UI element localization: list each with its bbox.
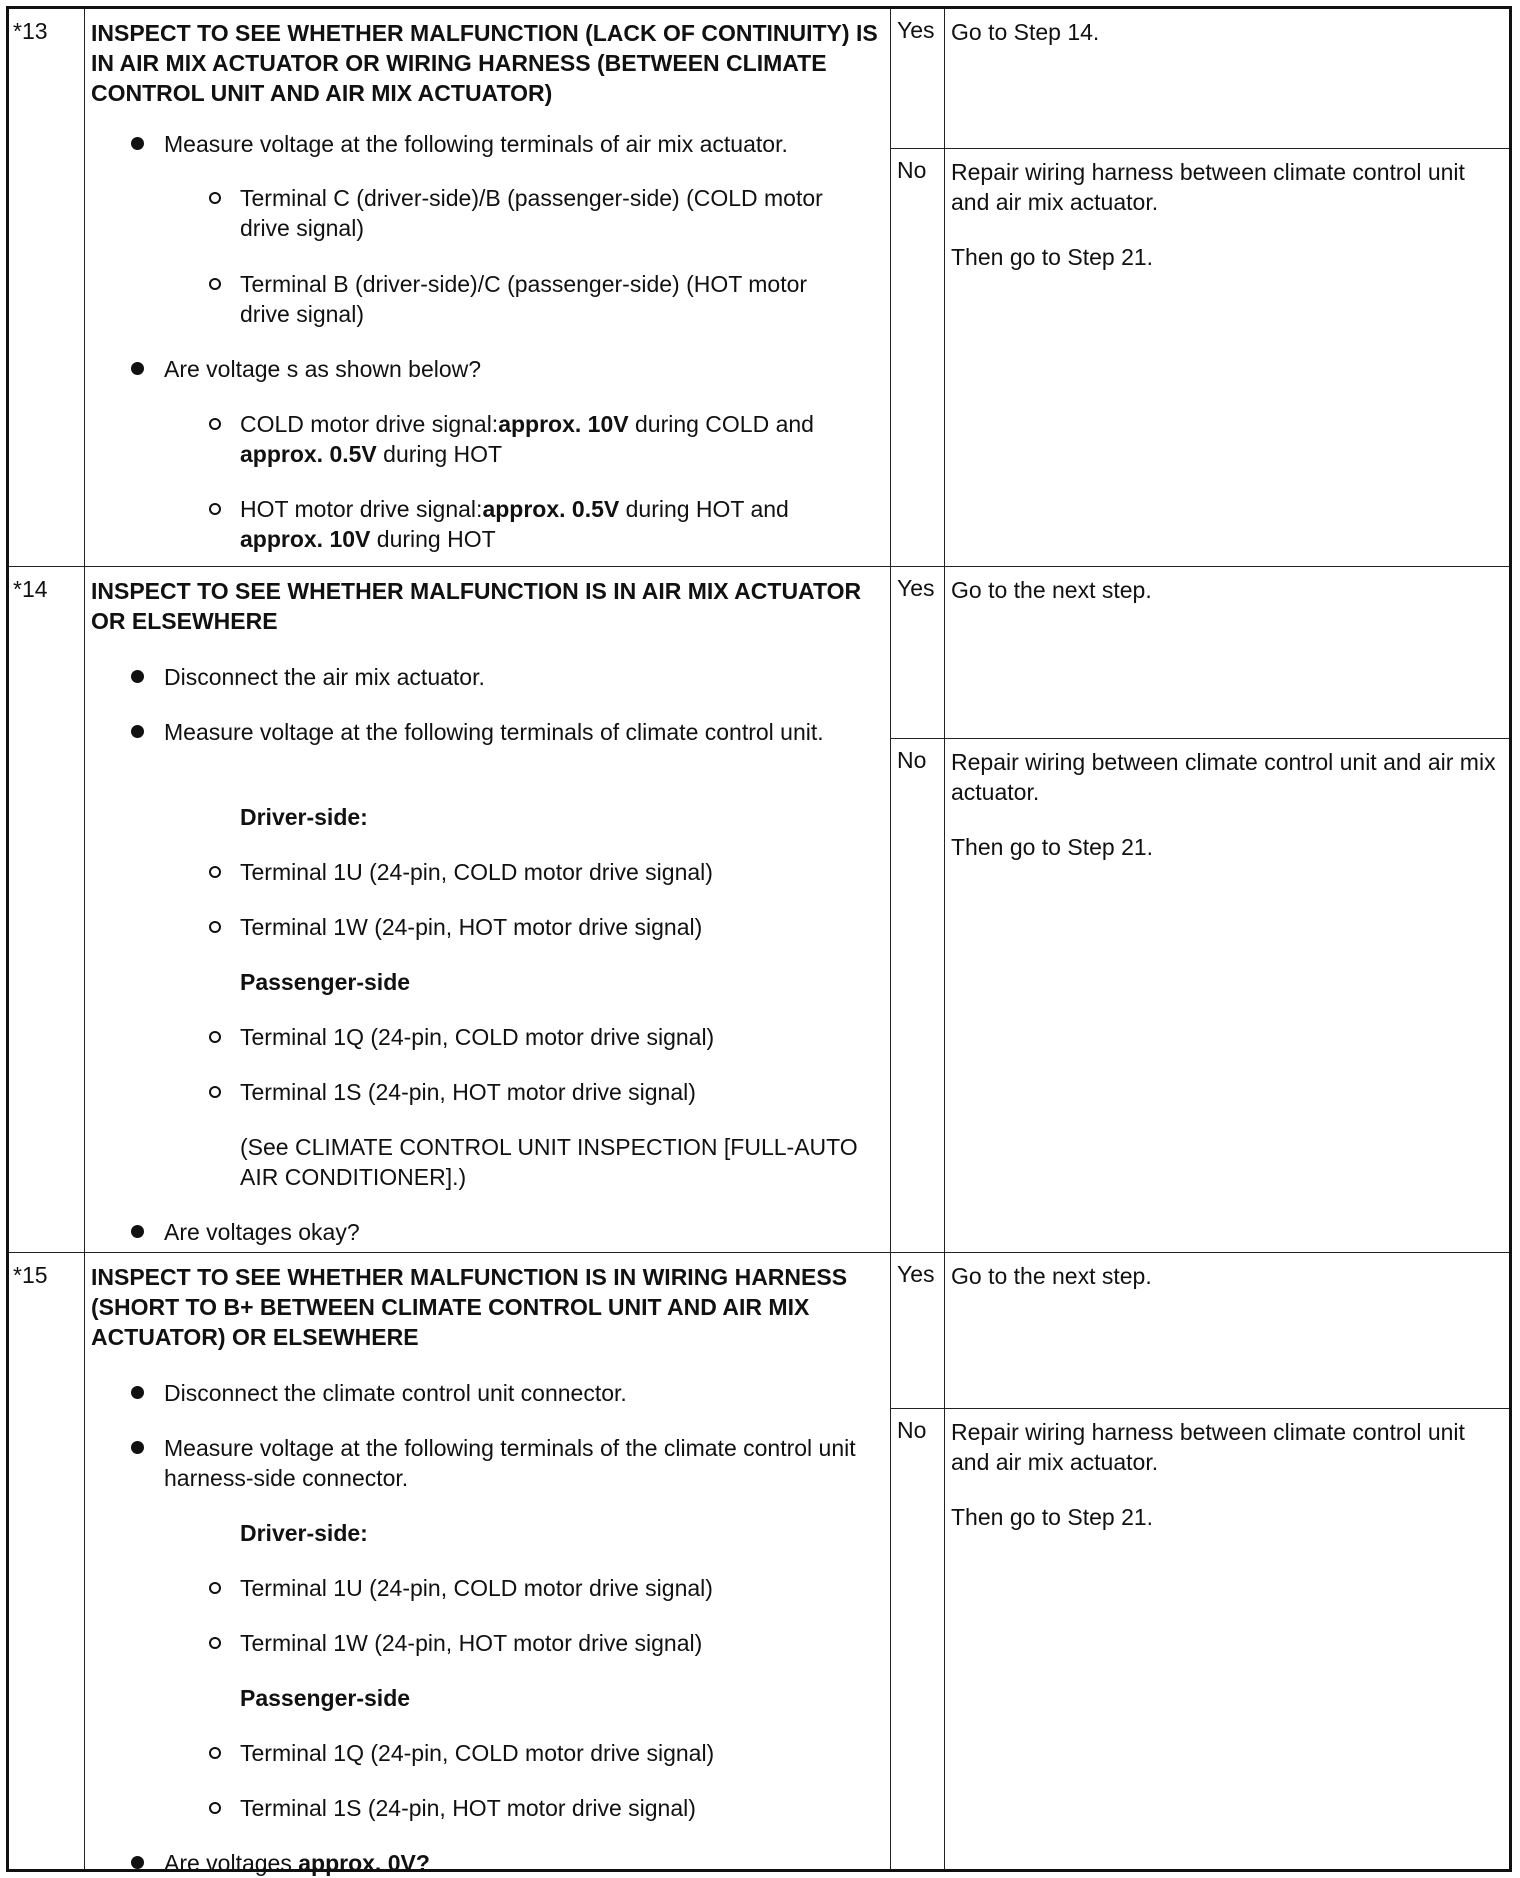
- bullet-dot-icon: [131, 137, 144, 150]
- step-description-cell: [86, 1253, 891, 1876]
- yes-label: Yes: [891, 9, 945, 148]
- sub-item: Terminal 1W (24-pin, HOT motor drive signal): [240, 1628, 860, 1658]
- troubleshooting-table: [6, 6, 1512, 1876]
- step-number: *15: [13, 1262, 48, 1288]
- yes-label: Yes: [891, 567, 945, 738]
- step-number: *13: [13, 18, 48, 44]
- bullet-item: Measure voltage at the following terminals of air mix actuator.: [164, 129, 864, 159]
- bullet-dot-icon: [131, 670, 144, 683]
- yes-action: Go to Step 14.: [951, 19, 1100, 45]
- step-number-cell: [9, 567, 85, 1252]
- sub-item: COLD motor drive signal:approx. 10V during COLD and approx. 0.5V during HOT: [240, 409, 860, 469]
- bullet-circle-icon: [209, 1802, 221, 1814]
- bullet-item: Are voltage s as shown below?: [164, 354, 864, 384]
- step-row-15: [9, 1252, 1509, 1876]
- yes-branch: [891, 567, 1509, 738]
- section-heading: Driver-side:: [240, 804, 368, 830]
- bullet-item: Are voltages approx. 0V?: [164, 1848, 864, 1878]
- response-cell: [891, 567, 1509, 1252]
- section-heading: Passenger-side: [240, 1685, 411, 1711]
- bullet-item: Are voltages okay?: [164, 1217, 864, 1247]
- bullet-dot-icon: [131, 725, 144, 738]
- section-heading: Passenger-side: [240, 969, 411, 995]
- bullet-circle-icon: [209, 503, 221, 515]
- bullet-circle-icon: [209, 278, 221, 290]
- sub-item: Terminal 1U (24-pin, COLD motor drive signal): [240, 857, 860, 887]
- response-cell: [891, 1253, 1509, 1869]
- step-description-cell: [86, 567, 891, 1252]
- sub-item: Terminal 1U (24-pin, COLD motor drive signal): [240, 1573, 860, 1603]
- no-action: Repair wiring harness between climate control unit and air mix actuator. Then go to Step 21.: [951, 1419, 1465, 1530]
- sub-item: HOT motor drive signal:approx. 0.5V during HOT and approx. 10V during HOT: [240, 494, 860, 554]
- reference-note: (See CLIMATE CONTROL UNIT INSPECTION [FULL-AUTO AIR CONDITIONER].): [240, 1134, 858, 1190]
- yes-action: Go to the next step.: [951, 1263, 1152, 1289]
- response-cell: [891, 9, 1509, 566]
- step-row-14: [9, 566, 1509, 1252]
- step-number: *14: [13, 576, 48, 602]
- bullet-item: Measure voltage at the following terminals of the climate control unit harness-side connector.: [164, 1433, 864, 1493]
- bullet-circle-icon: [209, 1031, 221, 1043]
- bullet-dot-icon: [131, 1386, 144, 1399]
- no-label: No: [891, 1409, 945, 1869]
- step-title: INSPECT TO SEE WHETHER MALFUNCTION IS IN WIRING HARNESS (SHORT TO B+ BETWEEN CLIMATE CONTROL UNIT AND AIR MIX ACTUATOR) OR ELSEWHERE: [91, 1264, 848, 1350]
- bullet-circle-icon: [209, 192, 221, 204]
- step-title: INSPECT TO SEE WHETHER MALFUNCTION IS IN AIR MIX ACTUATOR OR ELSEWHERE: [91, 578, 862, 634]
- no-action: Repair wiring harness between climate control unit and air mix actuator. Then go to Step 21.: [951, 159, 1465, 270]
- no-label: No: [891, 739, 945, 1252]
- sub-item: Terminal B (driver-side)/C (passenger-side) (HOT motor drive signal): [240, 269, 860, 329]
- bullet-circle-icon: [209, 1747, 221, 1759]
- bullet-item: Measure voltage at the following terminals of climate control unit.: [164, 717, 864, 747]
- step-title: INSPECT TO SEE WHETHER MALFUNCTION (LACK OF CONTINUITY) IS IN AIR MIX ACTUATOR OR WIRING HARNESS (BETWEEN CLIMATE CONTROL UNIT AND AIR MIX ACTUATOR): [91, 20, 878, 106]
- step-number-cell: [9, 1253, 85, 1869]
- bullet-circle-icon: [209, 1582, 221, 1594]
- bullet-circle-icon: [209, 866, 221, 878]
- no-branch: [891, 148, 1509, 566]
- yes-action: Go to the next step.: [951, 577, 1152, 603]
- bullet-circle-icon: [209, 418, 221, 430]
- bullet-dot-icon: [131, 1856, 144, 1869]
- no-action: Repair wiring between climate control unit and air mix actuator. Then go to Step 21.: [951, 749, 1496, 860]
- yes-branch: [891, 1253, 1509, 1408]
- no-branch: [891, 1408, 1509, 1869]
- bullet-item: Disconnect the air mix actuator.: [164, 662, 864, 692]
- bullet-dot-icon: [131, 1225, 144, 1238]
- no-label: No: [891, 149, 945, 566]
- bullet-circle-icon: [209, 921, 221, 933]
- sub-item: Terminal C (driver-side)/B (passenger-side) (COLD motor drive signal): [240, 183, 860, 243]
- bullet-circle-icon: [209, 1086, 221, 1098]
- section-heading: Driver-side:: [240, 1520, 368, 1546]
- step-description-cell: [86, 9, 891, 566]
- bullet-dot-icon: [131, 1441, 144, 1454]
- sub-item: Terminal 1Q (24-pin, COLD motor drive signal): [240, 1022, 860, 1052]
- sub-item: Terminal 1S (24-pin, HOT motor drive signal): [240, 1077, 860, 1107]
- yes-branch: [891, 9, 1509, 148]
- step-number-cell: [9, 9, 85, 566]
- yes-label: Yes: [891, 1253, 945, 1408]
- sub-item: Terminal 1S (24-pin, HOT motor drive signal): [240, 1793, 860, 1823]
- no-branch: [891, 738, 1509, 1252]
- sub-item: Terminal 1Q (24-pin, COLD motor drive signal): [240, 1738, 860, 1768]
- bullet-item: Disconnect the climate control unit connector.: [164, 1378, 864, 1408]
- step-row-13: [9, 9, 1509, 566]
- bullet-dot-icon: [131, 362, 144, 375]
- sub-item: Terminal 1W (24-pin, HOT motor drive signal): [240, 912, 860, 942]
- bullet-circle-icon: [209, 1637, 221, 1649]
